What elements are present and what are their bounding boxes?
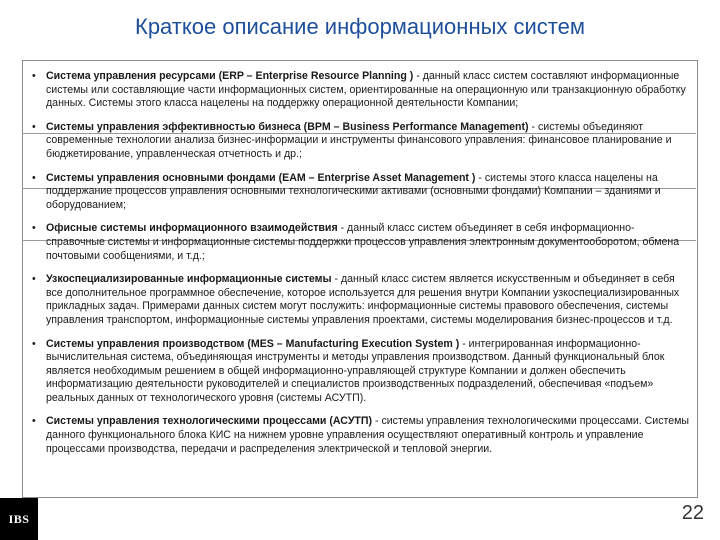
list-item-erp xyxy=(30,70,690,111)
page-title: Краткое описание информационных систем xyxy=(135,14,585,39)
item-heading: Узкоспециализированные информационные системы xyxy=(46,273,332,286)
page-number: 22 xyxy=(681,502,704,524)
list-item-asutp xyxy=(30,415,690,456)
item-text: - интегрированная информационно-вычислительная система, объединяющая инструменты и методы управления производством. Данный функциональный блок является необходимым решением в общей информационно-управляющей структуре Компании и должен обеспечить информатизацию деятельности руководителей и специалистов производственных подразделений, обеспечивая «подъем» реальных данных от технологического уровня (системы АСУТП). xyxy=(46,337,665,404)
system-list xyxy=(30,70,690,466)
item-text: - системы объединяют современные технологии анализа бизнес-информации и инструменты финансового управления: финансовое планирование и бюджетирование, управленческая отчетность и др.; xyxy=(46,120,672,160)
list-item-eam xyxy=(30,172,690,213)
item-heading: Система управления ресурсами (ERP – Enterprise Resource Planning ) xyxy=(46,70,414,82)
item-heading: Офисные системы информационного взаимодействия xyxy=(46,222,338,235)
item-text: - данный класс систем объединяет в себя информационно-справочные системы и информационные системы поддержки процессов управления электронным документооборотом, обмена почтовыми сообщениями, и т.д.; xyxy=(46,222,680,262)
list-item-bpm xyxy=(30,121,690,162)
item-text: - системы этого класса нацелены на поддержание процессов управления основными технологическими активами (основными фондами) Компании – зданиями и оборудованием; xyxy=(46,171,661,211)
item-heading: Системы управления производством (MES – Manufacturing Execution System ) xyxy=(46,337,460,350)
item-text: - данный класс систем составляют информационные системы или составляющие части информационных систем, ориентированные на операционную или транзакционную обработку данных. Системы этого класса нацелены на поддержку операционной деятельности Компании; xyxy=(46,70,686,110)
item-heading: Системы управления основными фондами (EAM – Enterprise Asset Management ) xyxy=(46,171,476,184)
item-text: - данный класс систем является искусственным и объединяет в себя все дополнительное программное обеспечение, которое используется для решения внутри Компании узкоспециализированных прикладных задач. Примерами данных систем могут послужить: информационные системы правового обеспечения, системы управления транспортом, информационные системы управления проектами, системы моделирования бизнес-процессов и т.д. xyxy=(46,273,680,326)
list-item-office xyxy=(30,222,690,263)
company-logo: IBS xyxy=(0,498,38,540)
item-text: - системы управления технологическими процессами. Системы данного функционального блока КИС на нижнем уровне управления осуществляют оперативный контроль и управление процессами производства, передачи и распределения электрической и тепловой энергии. xyxy=(46,415,690,455)
list-item-specialized xyxy=(30,273,690,327)
list-item-mes xyxy=(30,338,690,406)
item-heading: Системы управления эффективностью бизнеса (BPM – Business Performance Management) xyxy=(46,120,529,133)
item-heading: Системы управления технологическими процессами (АСУТП) xyxy=(46,415,373,428)
